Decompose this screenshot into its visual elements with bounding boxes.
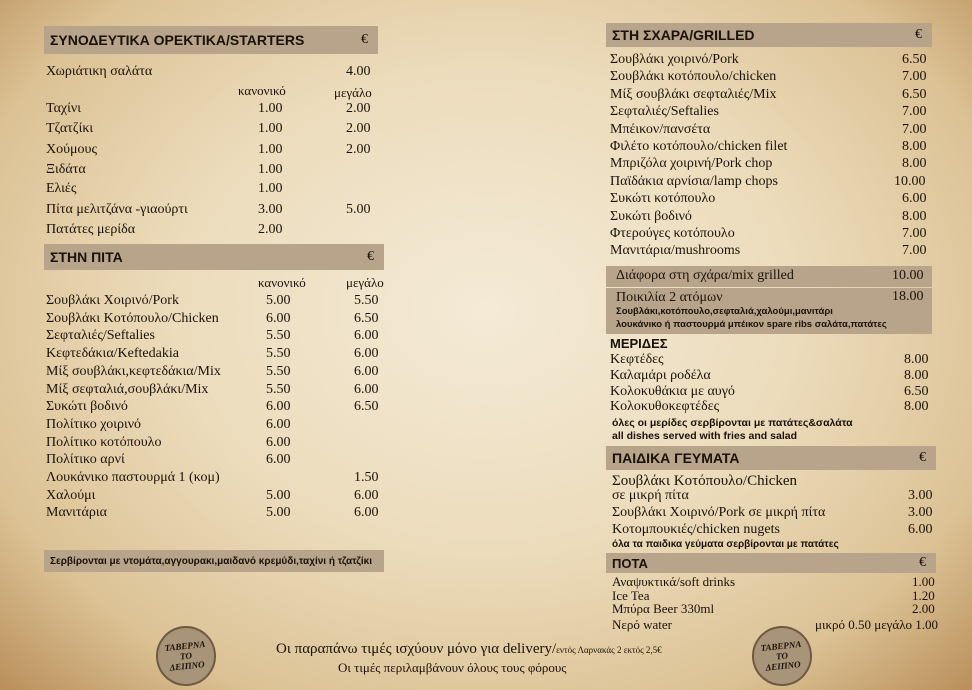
drink-item-price: μικρό 0.50 μεγάλο 1.00 xyxy=(815,617,939,632)
portion-item-name: Κεφτέδες xyxy=(610,352,664,367)
starter-item-large: 2.00 xyxy=(346,121,371,136)
grilled-item-name: Συκώτι κοτόπουλο xyxy=(610,191,716,207)
grilled-item-price: 6.50 xyxy=(902,52,927,67)
grilled-item-name: Μανιτάρια/mushrooms xyxy=(610,243,741,259)
euro-symbol: € xyxy=(919,450,926,465)
grilled-item-name: Συκώτι βοδινό xyxy=(610,208,692,224)
pita-col-regular: κανονικό xyxy=(258,275,306,290)
starter-item-large: 5.00 xyxy=(346,202,371,217)
starter-item-large: 2.00 xyxy=(346,142,371,157)
starter-first-item xyxy=(46,64,152,80)
grilled-item-name: Φτερούγες κοτόπουλο xyxy=(610,226,735,241)
pita-header-bar xyxy=(44,244,384,270)
pita-footer-note: Σερβίρονται με ντομάτα,αγγουρακι,μαιδανό κρεμύδι,ταχίνι ή τζατζίκι xyxy=(50,555,373,567)
grilled-item-price: 6.50 xyxy=(902,86,927,102)
grilled-item-price: 7.00 xyxy=(902,104,927,120)
platter-price: 18.00 xyxy=(892,289,924,304)
starter-item-regular: 1.00 xyxy=(258,162,283,177)
portion-item-name: Κολοκυθοκεφτέδες xyxy=(610,399,720,415)
footer-line-1 xyxy=(276,641,662,658)
grilled-item-name: Μπέικον/πανσέτα xyxy=(610,121,711,137)
grilled-item-price: 8.00 xyxy=(902,208,927,224)
mix-grilled-bar xyxy=(606,266,932,287)
euro-symbol: € xyxy=(367,249,374,264)
starter-item-regular: 1.00 xyxy=(258,121,283,136)
platter-name: Ποικιλία 2 ατόμων xyxy=(616,290,723,305)
starter-item-regular: 3.00 xyxy=(258,202,283,217)
pita-item-regular: 5.50 xyxy=(266,381,291,397)
footer-line-2: Οι τιμές περιλαμβάνουν όλους τους φόρους xyxy=(338,660,567,675)
pita-item-name: Σουβλάκι Κοτόπουλο/Chicken xyxy=(46,310,219,326)
taverna-logo-right xyxy=(749,623,815,689)
drink-item-price: 1.20 xyxy=(912,588,935,603)
portion-item-price: 8.00 xyxy=(904,399,929,415)
mix-grilled-name: Διάφορα στη σχάρα/mix grilled xyxy=(616,268,794,283)
grilled-item-price: 6.00 xyxy=(902,191,927,207)
portions-note-2: all dishes served with fries and salad xyxy=(612,430,797,442)
pita-item-name: Μανιτάρια xyxy=(46,505,107,521)
starter-item-name: Ξιδάτα xyxy=(46,162,86,177)
grilled-item-name: Φιλέτο κοτόπουλο/chicken filet xyxy=(610,139,788,154)
drink-item-name: Μπύρα Beer 330ml xyxy=(612,601,715,616)
portion-item-price: 6.50 xyxy=(904,383,929,399)
starter-item-large: 2.00 xyxy=(346,101,371,116)
starter-item-regular: 1.00 xyxy=(258,101,283,116)
pita-item-regular: 5.00 xyxy=(266,505,291,521)
kids-item1-price: 3.00 xyxy=(908,488,933,503)
logo-line-3: ΔΕΙΠΝΟ xyxy=(169,659,206,673)
grilled-item-price: 7.00 xyxy=(902,69,927,85)
pita-item-regular: 5.50 xyxy=(266,328,291,344)
starters-col-large: μεγάλο xyxy=(334,85,372,100)
pita-item-regular: 5.50 xyxy=(266,363,291,379)
grilled-header-bar xyxy=(606,23,932,47)
pita-item-regular: 6.00 xyxy=(266,452,291,468)
drinks-header-bar xyxy=(606,553,936,573)
logo-line-2: ΤΟ xyxy=(179,650,193,662)
kids-item1-line2: σε μικρή πίτα xyxy=(612,488,689,503)
pita-item-large: 6.00 xyxy=(354,505,379,521)
grilled-item-name: Παϊδάκια αρνίσια/lamp chops xyxy=(610,173,778,189)
pita-item-name: Πολίτικο αρνί xyxy=(46,452,125,468)
starter-first-price: 4.00 xyxy=(346,64,371,79)
starter-item-name: Πίτα μελιτζάνα -γιαούρτι xyxy=(46,202,188,217)
pita-item-large: 5.50 xyxy=(354,293,379,308)
pita-item-regular: 6.00 xyxy=(266,399,291,415)
pita-item-name: Σεφταλιές/Seftalies xyxy=(46,328,155,344)
portions-title: ΜΕΡΙΔΕΣ xyxy=(610,336,668,351)
grilled-item-price: 7.00 xyxy=(902,243,927,259)
starters-col-regular: κανονικό xyxy=(238,83,286,98)
drink-item-name: Ice Tea xyxy=(612,588,650,603)
portion-item-price: 8.00 xyxy=(904,367,929,383)
kids-item3-price: 6.00 xyxy=(908,522,933,537)
pita-item-large: 6.00 xyxy=(354,346,379,362)
portions-note-1: όλες οι μερίδες σερβίρονται με πατάτες&σαλάτα xyxy=(612,417,853,429)
starter-item-regular: 2.00 xyxy=(258,222,283,237)
pita-item-name: Λουκάνικο παστουρμά 1 (κομ) xyxy=(46,470,220,485)
portion-item-name: Κολοκυθάκια με αυγό xyxy=(610,383,735,399)
pita-item-name: Κεφτεδάκια/Keftedakia xyxy=(46,346,179,362)
pita-item-regular: 5.00 xyxy=(266,487,291,503)
portion-item-name: Καλαμάρι ροδέλα xyxy=(610,367,711,383)
pita-title: ΣΤΗΝ ΠΙΤΑ xyxy=(50,249,123,265)
grilled-item-price: 8.00 xyxy=(902,139,927,154)
pita-item-name: Πολίτικο κοτόπουλο xyxy=(46,434,162,450)
pita-item-regular: 6.00 xyxy=(266,416,291,432)
pita-item-regular: 6.00 xyxy=(266,434,291,450)
starter-item-name: Ελιές xyxy=(46,181,77,196)
starter-item-name: Τζατζίκι xyxy=(46,121,94,136)
grilled-title: ΣΤΗ ΣΧΑΡΑ/GRILLED xyxy=(612,27,755,43)
taverna-logo-left xyxy=(153,623,219,689)
grilled-item-price: 8.00 xyxy=(902,156,927,172)
drink-item-name: Νερό water xyxy=(612,617,672,632)
pita-footer-bar xyxy=(44,550,384,572)
pita-item-name: Μίξ σεφταλιά,σουβλάκι/Mix xyxy=(46,381,209,397)
pita-item-name: Πολίτικο χοιρινό xyxy=(46,416,142,432)
drink-item-price: 2.00 xyxy=(912,601,935,616)
drink-item-price: 1.00 xyxy=(912,574,935,589)
pita-col-large: μεγάλο xyxy=(346,275,384,290)
pita-item-large: 6.00 xyxy=(354,363,379,379)
grilled-item-price: 7.00 xyxy=(902,226,927,241)
starters-title: ΣΥΝΟΔΕΥΤΙΚΑ ΟΡΕΚΤΙΚΑ/STARTERS xyxy=(50,32,305,48)
starter-item-name: Χούμους xyxy=(46,142,98,157)
euro-symbol: € xyxy=(919,555,926,570)
grilled-item-price: 10.00 xyxy=(894,173,926,189)
pita-item-regular: 5.00 xyxy=(266,293,291,308)
pita-item-large: 6.00 xyxy=(354,328,379,344)
platter-desc-1: Σουβλάκι,κοτόπουλο,σεφταλιά,χαλούμι,μανιτάρι xyxy=(616,306,833,317)
drink-item-name: Αναψυκτικά/soft drinks xyxy=(612,574,736,589)
euro-symbol: € xyxy=(361,32,368,47)
footer-delivery-note: Οι παραπάνω τιμές ισχύουν μόνο για delivery/ xyxy=(276,641,557,657)
pita-item-large: 6.50 xyxy=(354,399,379,415)
kids-title: ΠΑΙΔΙΚΑ ΓΕΥΜΑΤΑ xyxy=(612,450,740,466)
kids-item1-line1: Σουβλάκι Κοτόπουλο/Chicken xyxy=(612,473,798,489)
grilled-item-name: Σουβλάκι χοιρινό/Pork xyxy=(610,52,739,67)
starter-item-regular: 1.00 xyxy=(258,142,283,157)
pita-item-name: Συκώτι βοδινό xyxy=(46,399,128,415)
euro-symbol: € xyxy=(915,27,922,42)
pita-item-name: Μίξ σουβλάκι,κεφτεδάκια/Mix xyxy=(46,363,221,379)
pita-item-large: 6.00 xyxy=(354,381,379,397)
pita-item-name: Χαλούμι xyxy=(46,487,96,503)
kids-item2: Σουβλάκι Χοιρινό/Pork σε μικρή πίτα xyxy=(612,505,826,520)
kids-item3: Κοτομπουκιές/chicken nugets xyxy=(612,522,780,537)
kids-note: όλα τα παιδικα γεύματα σερβίρονται με πατάτες xyxy=(612,539,839,550)
kids-header-bar xyxy=(606,446,936,470)
mix-grilled-price: 10.00 xyxy=(892,268,924,283)
logo-line-3: ΔΕΙΠΝΟ xyxy=(765,659,802,673)
platter-bar xyxy=(606,288,932,334)
logo-line-1: ΤΑΒΕΡΝΑ xyxy=(164,638,206,654)
starter-item-regular: 1.00 xyxy=(258,181,283,196)
pita-item-large: 6.50 xyxy=(354,310,379,326)
starters-header-bar xyxy=(44,26,378,54)
pita-item-name: Σουβλάκι Χοιρινό/Pork xyxy=(46,293,179,308)
grilled-item-name: Μπριζόλα χοιρινή/Pork chop xyxy=(610,156,773,172)
portion-item-price: 8.00 xyxy=(904,352,929,367)
grilled-item-name: Σεφταλιές/Seftalies xyxy=(610,104,719,120)
kids-item2-price: 3.00 xyxy=(908,505,933,520)
drinks-title: ΠΟΤΑ xyxy=(612,555,648,571)
pita-item-regular: 6.00 xyxy=(266,310,291,326)
pita-item-large: 1.50 xyxy=(354,470,379,485)
logo-line-2: ΤΟ xyxy=(775,650,789,662)
grilled-item-name: Σουβλάκι κοτόπουλο/chicken xyxy=(610,69,777,85)
starter-item-name: Πατάτες μερίδα xyxy=(46,222,136,237)
pita-item-regular: 5.50 xyxy=(266,346,291,362)
grilled-item-name: Μίξ σουβλάκι σεφταλιές/Mix xyxy=(610,86,777,102)
grilled-item-price: 7.00 xyxy=(902,121,927,137)
platter-desc-2: λουκάνικο ή παστουρμά μπέικον spare ribs σαλάτα,πατάτες xyxy=(616,319,887,330)
starter-item-name: Ταχίνι xyxy=(46,101,81,116)
pita-item-large: 6.00 xyxy=(354,487,379,503)
footer-delivery-small: εντός Λαρνακάς 2 εκτός 2,5€ xyxy=(556,645,662,655)
logo-line-1: ΤΑΒΕΡΝΑ xyxy=(760,638,802,654)
item-name: Χωριάτικη σαλάτα xyxy=(46,64,153,79)
